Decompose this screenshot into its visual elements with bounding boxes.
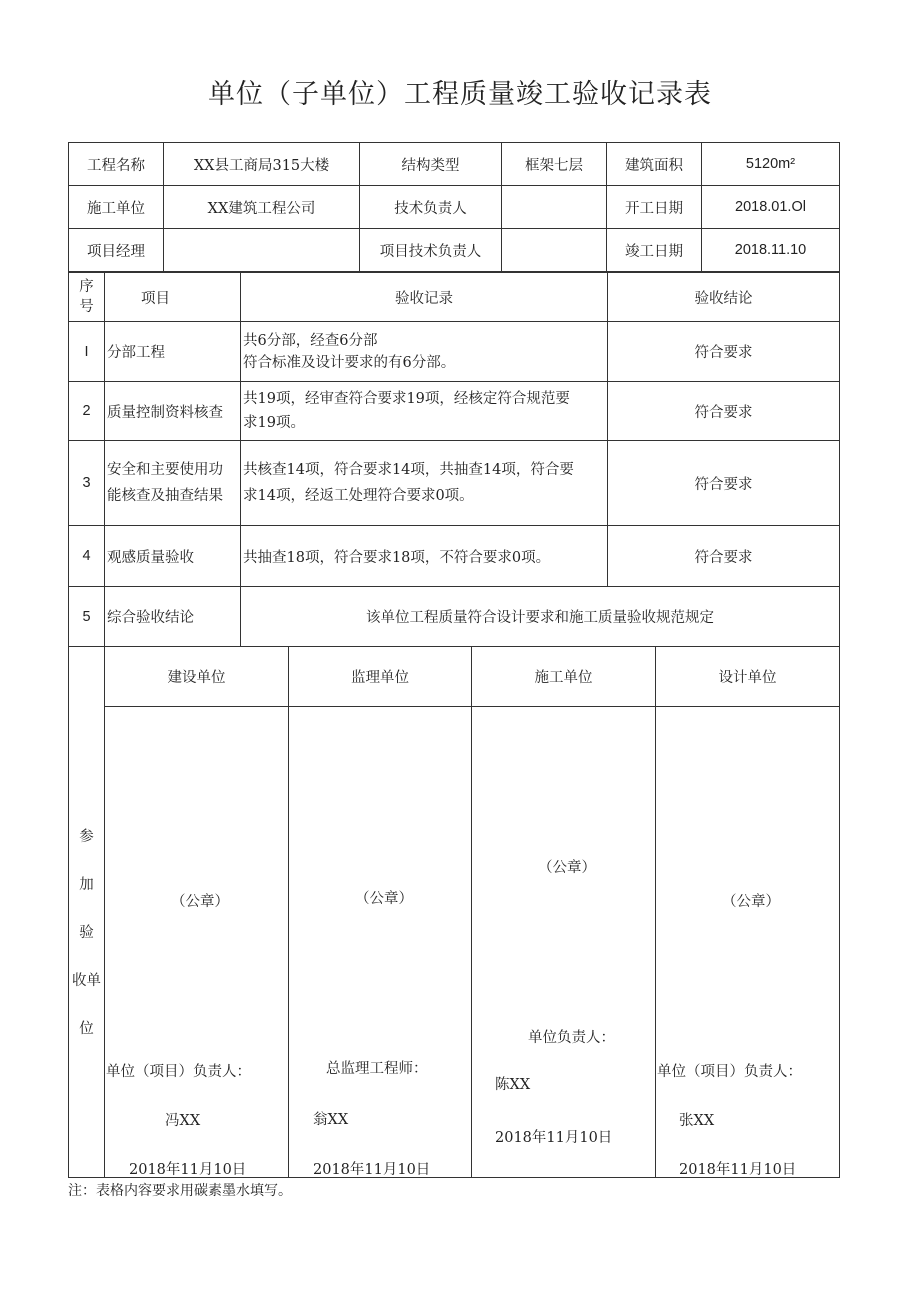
overall-conclusion: 该单位工程质量符合设计要求和施工质量验收规范规定 <box>241 587 840 647</box>
signer-role: 单位（项目）负责人： <box>106 1064 251 1080</box>
table-row <box>69 382 840 441</box>
structure-type-value: 框架七层 <box>502 143 607 186</box>
header-conclusion: 验收结论 <box>608 273 840 322</box>
signer-name: 冯XX <box>165 1113 201 1129</box>
project-info-table <box>68 142 840 272</box>
footnote: 注：表格内容要求用碳素墨水填写。 <box>68 1183 292 1199</box>
signature-cell-constructor <box>472 707 656 1178</box>
header-no: 序号 <box>69 273 105 322</box>
end-date-value: 2018.11.10 <box>702 229 840 272</box>
signer-name: 翁XX <box>313 1112 349 1128</box>
structure-type-label: 结构类型 <box>360 143 502 186</box>
signer-name: 陈XX <box>495 1077 531 1093</box>
signer-role: 单位（项目）负责人： <box>657 1064 802 1080</box>
end-date-label: 竣工日期 <box>607 229 702 272</box>
row-conclusion: 符合要求 <box>608 322 840 382</box>
row-no: 2 <box>69 382 105 441</box>
project-tech-lead-value <box>502 229 607 272</box>
tech-lead-label: 技术负责人 <box>360 186 502 229</box>
seal-placeholder: （公章） <box>171 894 229 910</box>
building-area-value: 5120m² <box>702 143 840 186</box>
row-item: 质量控制资料核查 <box>105 382 241 441</box>
unit-name-designer: 设计单位 <box>656 647 840 707</box>
contractor-value: XX建筑工程公司 <box>164 186 360 229</box>
row-no: 3 <box>69 441 105 526</box>
start-date-label: 开工日期 <box>607 186 702 229</box>
unit-name-owner: 建设单位 <box>105 647 289 707</box>
signer-name: 张XX <box>679 1113 715 1129</box>
row-no: I <box>69 322 105 382</box>
tech-lead-value <box>502 186 607 229</box>
row-item: 分部工程 <box>105 322 241 382</box>
seal-placeholder: （公章） <box>355 891 413 907</box>
row-no: 5 <box>69 587 105 647</box>
header-item: 项目 <box>105 273 241 322</box>
row-record: 共核查14项，符合要求14项，共抽查14项，符合要 求14项，经返工处理符合要求0项。 <box>241 441 608 526</box>
row-conclusion: 符合要求 <box>608 441 840 526</box>
sign-date: 2018年11月10日 <box>495 1130 613 1146</box>
building-area-label: 建筑面积 <box>607 143 702 186</box>
project-name-value: XX县工商局315大楼 <box>164 143 360 186</box>
row-no: 4 <box>69 526 105 587</box>
contractor-label: 施工单位 <box>69 186 164 229</box>
seal-placeholder: （公章） <box>722 894 780 910</box>
participants-table <box>68 646 840 1178</box>
seal-placeholder: （公章） <box>538 860 596 876</box>
table-row <box>69 441 840 526</box>
row-record: 共抽查18项，符合要求18项，不符合要求0项。 <box>241 526 608 587</box>
signature-cell-designer <box>656 707 840 1178</box>
row-item: 安全和主要使用功 能核查及抽查结果 <box>105 441 241 526</box>
table-row <box>69 322 840 382</box>
start-date-value: 2018.01.Ol <box>702 186 840 229</box>
sign-date: 2018年11月10日 <box>313 1162 431 1178</box>
row-conclusion: 符合要求 <box>608 526 840 587</box>
table-row <box>69 587 840 647</box>
project-name-label: 工程名称 <box>69 143 164 186</box>
participants-side-label: 参 加 验 收单 位 <box>69 647 105 1178</box>
sign-date: 2018年11月10日 <box>129 1162 247 1178</box>
header-record: 验收记录 <box>241 273 608 322</box>
row-record: 共6分部，经查6分部 符合标准及设计要求的有6分部。 <box>241 322 608 382</box>
project-tech-lead-label: 项目技术负责人 <box>360 229 502 272</box>
signature-cell-supervisor <box>289 707 472 1178</box>
page-title: 单位（子单位）工程质量竣工验收记录表 <box>208 79 712 110</box>
unit-name-supervisor: 监理单位 <box>289 647 472 707</box>
acceptance-items-table <box>68 272 840 647</box>
unit-name-constructor: 施工单位 <box>472 647 656 707</box>
sign-date: 2018年11月10日 <box>679 1162 797 1178</box>
signer-role: 总监理工程师： <box>326 1061 428 1077</box>
project-manager-label: 项目经理 <box>69 229 164 272</box>
row-conclusion: 符合要求 <box>608 382 840 441</box>
row-item: 综合验收结论 <box>105 587 241 647</box>
signature-cell-owner <box>105 707 289 1178</box>
project-manager-value <box>164 229 360 272</box>
table-row <box>69 526 840 587</box>
row-item: 观感质量验收 <box>105 526 241 587</box>
row-record: 共19项，经审查符合要求19项，经核定符合规范要 求19项。 <box>241 382 608 441</box>
signer-role: 单位负责人： <box>528 1030 615 1046</box>
